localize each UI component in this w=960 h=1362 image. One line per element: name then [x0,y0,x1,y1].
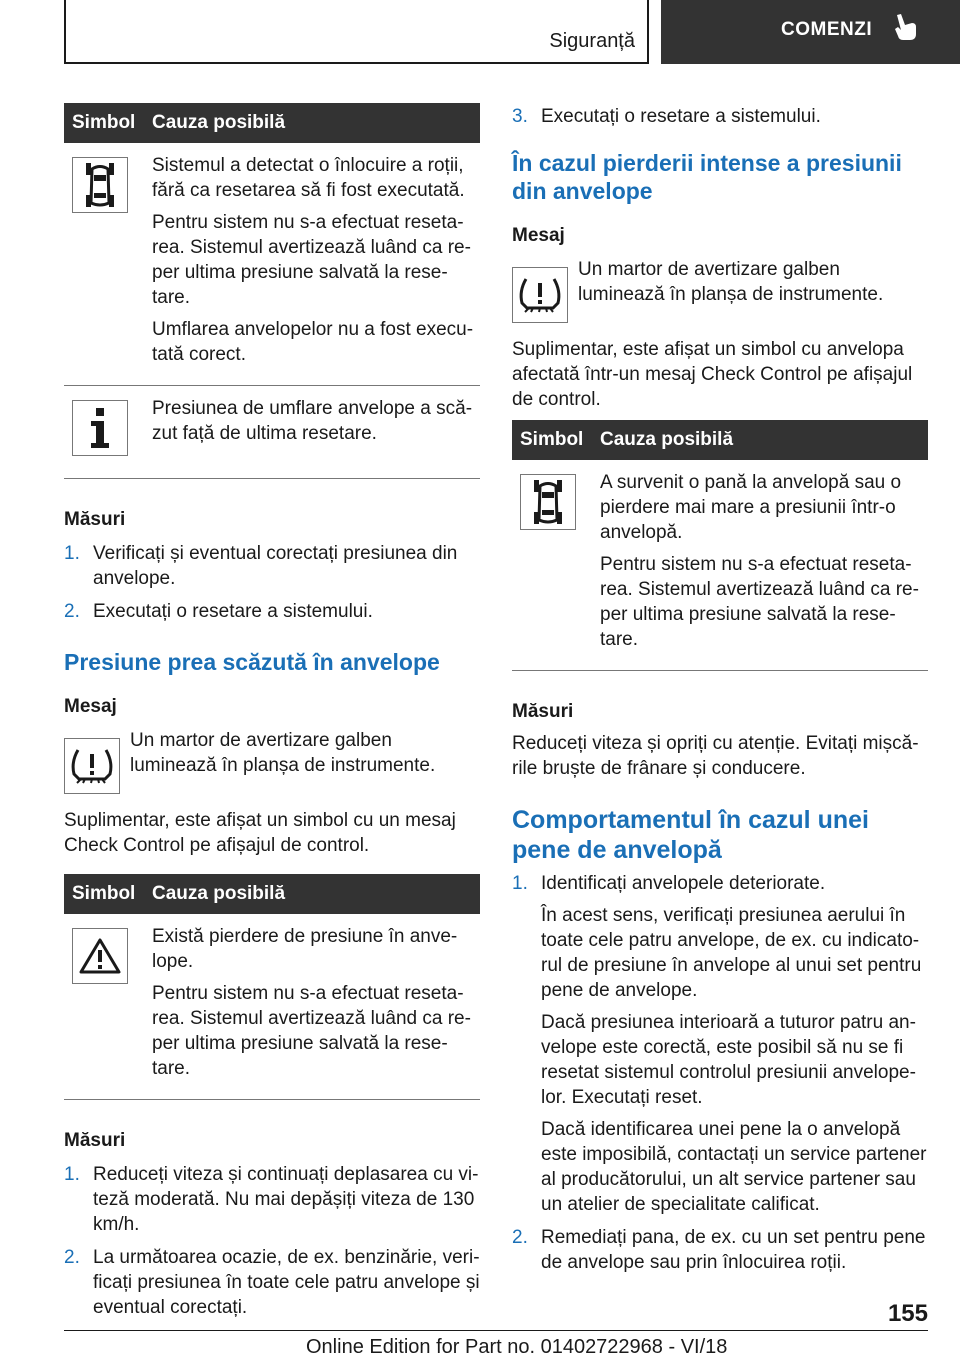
list-item [64,1162,480,1237]
symbol-cell [512,460,592,671]
symbol-cell [64,914,144,1100]
step-number: 2. [64,1247,80,1268]
table-header-symbol: Simbol [64,874,144,914]
paragraph: Suplimentar, este afișat un simbol cu anvelopa afectată într-un mesaj Check Control pe afișajul de control. [512,339,913,410]
section-heading: Presiune prea scăzută în anvelope [64,649,440,675]
measures-heading: Măsuri [64,509,126,530]
step-text: Executați o resetare a sistemului. [541,106,821,127]
left-column [64,103,480,1328]
right-column [512,104,928,1283]
step-text: Dacă identificarea unei pene la o anvelopă este imposibilă, contactați un service partener al producătorului, un alt service partener sau un atelier de specialitate calificat. [541,1119,927,1215]
message-heading: Mesaj [64,696,117,717]
cause-text: Există pierdere de presiune în anve-lope. [152,926,458,972]
step-number: 1. [512,873,528,894]
tire-pressure-warning-icon [64,738,120,794]
header-chapter-tab[interactable] [661,0,960,64]
table-header-cause: Cauza posibilă [144,103,480,143]
step-number: 1. [64,543,80,564]
step-text: Verificați și eventual corectați presiunea din anvelope. [93,543,458,589]
step-text: Identificați anvelopele deteriorate. [541,873,826,894]
page-number: 155 [887,1300,928,1327]
step-text: În acest sens, verificați presiunea aerului în toate cele patru anvelope, de ex. cu indicato-rul de presiune în anvelope al unui set pentru pene de anvelope. [541,905,922,1001]
cause-cell [144,914,480,1100]
warning-text: Un martor de avertizare galben luminează în planșa de instrumente. [578,259,884,305]
table-header-cause: Cauza posibilă [592,420,928,460]
paragraph: Suplimentar, este afișat un simbol cu un mesaj Check Control pe afișajul de control. [64,810,456,856]
step-text: La următoarea ocazie, de ex. benzinărie, veri-ficați presiunea în toate cele patru anvelope și eventual corectați. [93,1247,480,1318]
step-text: Reduceți viteza și continuați deplasarea cu vi-teză moderată. Nu mai depășiți viteza de 130 km/h. [93,1164,479,1235]
steps-list [512,104,928,129]
car-tire-pressure-icon [72,157,128,213]
table-header-symbol: Simbol [512,420,592,460]
section-heading: În cazul pierderii intense a presiunii din anvelope [512,150,902,204]
cause-text: Sistemul a detectat o înlocuire a roții, fără ca resetarea să fi fost executată. [152,155,465,201]
step-number: 3. [512,106,528,127]
cause-text: A survenit o pană la anvelopă sau o pierdere mai mare a presiunii într-o anvelopă. [600,472,902,543]
step-text: Executați o resetare a sistemului. [93,601,373,622]
section-heading: Comportamentul în cazul unei pene de anvelopă [512,806,869,864]
measures-list [64,541,480,624]
cause-cell [592,460,928,671]
table-header-row [64,103,480,143]
cause-text: Pentru sistem nu s-a efectuat reseta-rea. Sistemul avertizează luând ca re-per ultima presiune salvată la rese-tare. [600,554,919,650]
header-section-box [64,0,649,64]
warning-row [64,728,480,794]
cause-cell [144,386,480,479]
symbol-cell [64,143,144,386]
tire-pressure-warning-icon [512,267,568,323]
header-chapter-label: COMENZI [781,19,873,40]
cause-text: Pentru sistem nu s-a efectuat reseta-rea. Sistemul avertizează luând ca re-per ultima presiune salvată la rese-tare. [152,212,471,308]
measures-heading: Măsuri [512,701,574,722]
car-tire-pressure-icon [520,474,576,530]
message-heading: Mesaj [512,225,565,246]
hand-pointer-icon [892,12,918,47]
step-number: 2. [512,1227,528,1248]
measures-list [64,1162,480,1320]
footer-divider [64,1330,928,1331]
table-row [64,143,480,386]
cause-text: Umflarea anvelopelor nu a fost execu-tată corect. [152,319,474,365]
symbol-table-1 [64,103,480,479]
table-row [64,386,480,479]
step-text: Remediați pana, de ex. cu un set pentru pene de anvelope sau prin înlocuirea roții. [541,1227,926,1273]
footer-edition: Online Edition for Part no. 01402722968 - VI/18 [306,1336,728,1358]
step-text: Dacă presiunea interioară a tuturor patru an-velope este corectă, este posibil să nu se fi resetat sistemul controlul presiunii anvelope-lor. Executați reset. [541,1012,916,1108]
symbol-table-3 [512,420,928,671]
paragraph: Reduceți viteza și opriți cu atenție. Evitați mișcă-rile bruște de frânare și conducere. [512,733,919,779]
cause-text: Pentru sistem nu s-a efectuat reseta-rea. Sistemul avertizează luând ca re-per ultima presiune salvată la rese-tare. [152,983,471,1079]
list-item [64,541,480,591]
table-header-symbol: Simbol [64,103,144,143]
list-item [512,871,928,1217]
steps-list [512,871,928,1275]
warning-triangle-icon [72,928,128,984]
warning-text: Un martor de avertizare galben luminează în planșa de instrumente. [130,730,436,776]
table-row [512,460,928,671]
step-number: 1. [64,1164,80,1185]
table-header-cause: Cauza posibilă [144,874,480,914]
symbol-cell [64,386,144,479]
table-header-row [64,874,480,914]
list-item [64,599,480,624]
cause-cell [144,143,480,386]
table-row [64,914,480,1100]
measures-heading: Măsuri [64,1130,126,1151]
list-item [512,104,928,129]
warning-row [512,257,928,323]
header-section-title: Siguranță [549,30,635,52]
list-item [512,1225,928,1275]
table-header-row [512,420,928,460]
step-number: 2. [64,601,80,622]
symbol-table-2 [64,874,480,1100]
info-icon [72,400,128,456]
cause-text: Presiunea de umflare anvelope a scă-zut față de ultima resetare. [152,398,473,444]
list-item [64,1245,480,1320]
